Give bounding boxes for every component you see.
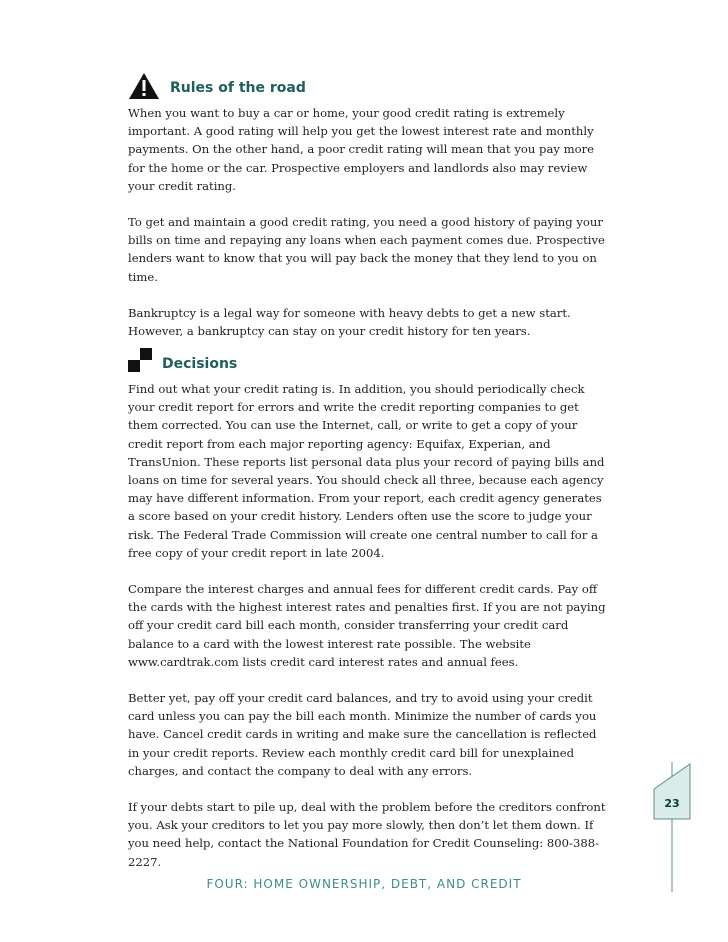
section-title: Decisions xyxy=(162,356,238,372)
section-body xyxy=(128,104,608,340)
warning-triangle-icon xyxy=(128,72,160,100)
section-decisions xyxy=(128,348,608,889)
section-rules-of-the-road xyxy=(128,72,608,358)
paragraph: To get and maintain a good credit rating, you need a good history of paying your bills on time and repaying any loans when each payment comes due. Prospective lenders want to know that you will pay back the money that they lend to you on time. xyxy=(128,215,605,284)
section-header xyxy=(128,348,608,376)
paragraph: When you want to buy a car or home, your good credit rating is extremely important. A good rating will help you get the lowest interest rate and monthly payments. On the other hand, a poor credit rating will mean that you pay more for the home or the car. Prospective employers and landlords also may review your credit rating. xyxy=(128,106,594,193)
paragraph: If your debts start to pile up, deal with the problem before the creditors confront you. Ask your creditors to let you pay more slowly, then don’t let them down. If you need help, contact the National Foundation for Credit Counseling: 800-388-2227. xyxy=(128,800,606,869)
paragraph: Find out what your credit rating is. In addition, you should periodically check your credit report for errors and write the credit reporting companies to get them corrected. You can use the Internet, call, or write to get a copy of your credit report from each major reporting agency: Equifax, Experian, and TransUnion. These reports list personal data plus your record of paying bills and loans on time for several years. You should check all three, because each agency may have different information. From your report, each credit agency generates a score based on your credit history. Lenders often use the score to judge your risk. The Federal Trade Commission will create one central number to call for a free copy of your credit report in late 2004. xyxy=(128,382,605,560)
checkerboard-icon xyxy=(128,348,152,372)
paragraph: Better yet, pay off your credit card balances, and try to avoid using your credit card unless you can pay the bill each month. Minimize the number of cards you have. Cancel credit cards in writing and make sure the cancellation is reflected in your credit reports. Review each monthly credit card bill for unexplained charges, and contact the company to deal with any errors. xyxy=(128,691,597,778)
running-footer: FOUR: HOME OWNERSHIP, DEBT, AND CREDIT xyxy=(206,877,522,891)
page-number: 23 xyxy=(664,797,680,810)
section-title: Rules of the road xyxy=(170,80,306,96)
section-body xyxy=(128,380,608,871)
page-tab xyxy=(652,762,692,892)
section-header xyxy=(128,72,608,100)
paragraph: Compare the interest charges and annual fees for different credit cards. Pay off the cards with the highest interest rates and penalties first. If you are not paying off your credit card bill each month, consider transferring your credit card balance to a card with the lowest interest rate possible. The website www.cardtrak.com lists credit card interest rates and annual fees. xyxy=(128,582,606,669)
paragraph: Bankruptcy is a legal way for someone with heavy debts to get a new start. However, a bankruptcy can stay on your credit history for ten years. xyxy=(128,305,571,339)
